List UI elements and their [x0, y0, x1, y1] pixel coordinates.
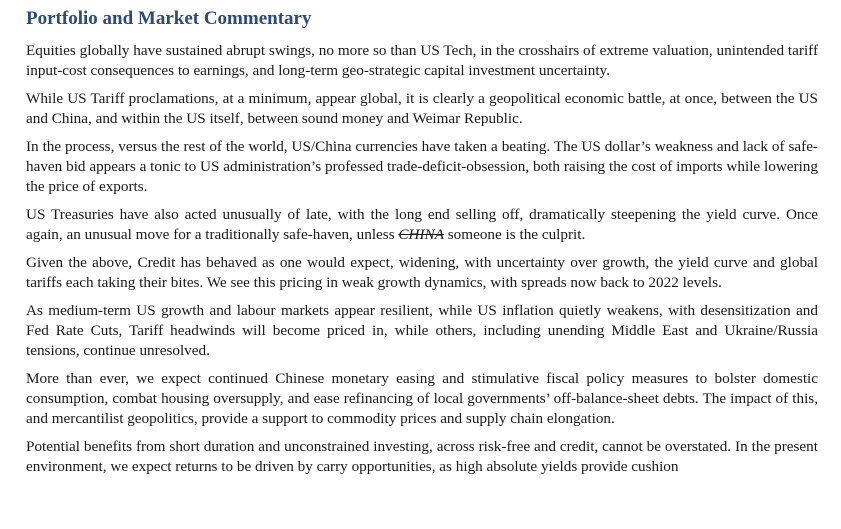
- paragraph-growth: As medium-term US growth and labour markets appear resilient, while US inflation quietly weakens, with desensitization and Fed Rate Cuts, Tariff headwinds will become priced in, while others, including unending Middle East and Ukraine/Russia tensions, continue unresolved.: [26, 302, 818, 359]
- paragraph-china-policy: More than ever, we expect continued Chinese monetary easing and stimulative fiscal policy measures to bolster domestic consumption, combat housing oversupply, and ease refinancing of local governments’ off-balance-sheet debts. The impact of this, and mercantilist geopolitics, provide a support to commodity prices and supply chain elongation.: [26, 370, 818, 427]
- paragraph-tariffs: While US Tariff proclamations, at a minimum, appear global, it is clearly a geopolitical economic battle, at once, between the US and China, and within the US itself, between sound money and Weimar Republic.: [26, 90, 818, 127]
- paragraph-credit: Given the above, Credit has behaved as one would expect, widening, with uncertainty over growth, the yield curve and global tariffs each taking their bites. We see this pricing in weak growth dynamics, with spreads now back to 2022 levels.: [26, 254, 818, 291]
- treasuries-text-before: US Treasuries have also acted unusually of late, with the long end selling off, dramatically steepening the yield curve. Once again, an unusual move for a traditionally safe-haven, unless: [26, 206, 818, 243]
- paragraph-equities: Equities globally have sustained abrupt swings, no more so than US Tech, in the crosshairs of extreme valuation, unintended tariff input-cost consequences to earnings, and long-term geo-strategic capital investment uncertainty.: [26, 42, 818, 79]
- treasuries-text-after: someone is the culprit.: [443, 226, 586, 243]
- paragraph-duration: Potential benefits from short duration and unconstrained investing, across risk-free and credit, cannot be overstated. In the present environment, we expect returns to be driven by carry opportunities, as high absolute yields provide cushion: [26, 438, 818, 475]
- struck-text: CHINA: [398, 226, 444, 243]
- paragraph-currencies: In the process, versus the rest of the world, US/China currencies have taken a beating. The US dollar’s weakness and lack of safe-haven bid appears a tonic to US administration’s professed trade-deficit-obsession, both raising the cost of imports while lowering the price of exports.: [26, 138, 818, 195]
- commentary-document: [26, 7, 818, 485]
- paragraph-treasuries: [26, 205, 818, 245]
- page-title: Portfolio and Market Commentary: [26, 8, 312, 29]
